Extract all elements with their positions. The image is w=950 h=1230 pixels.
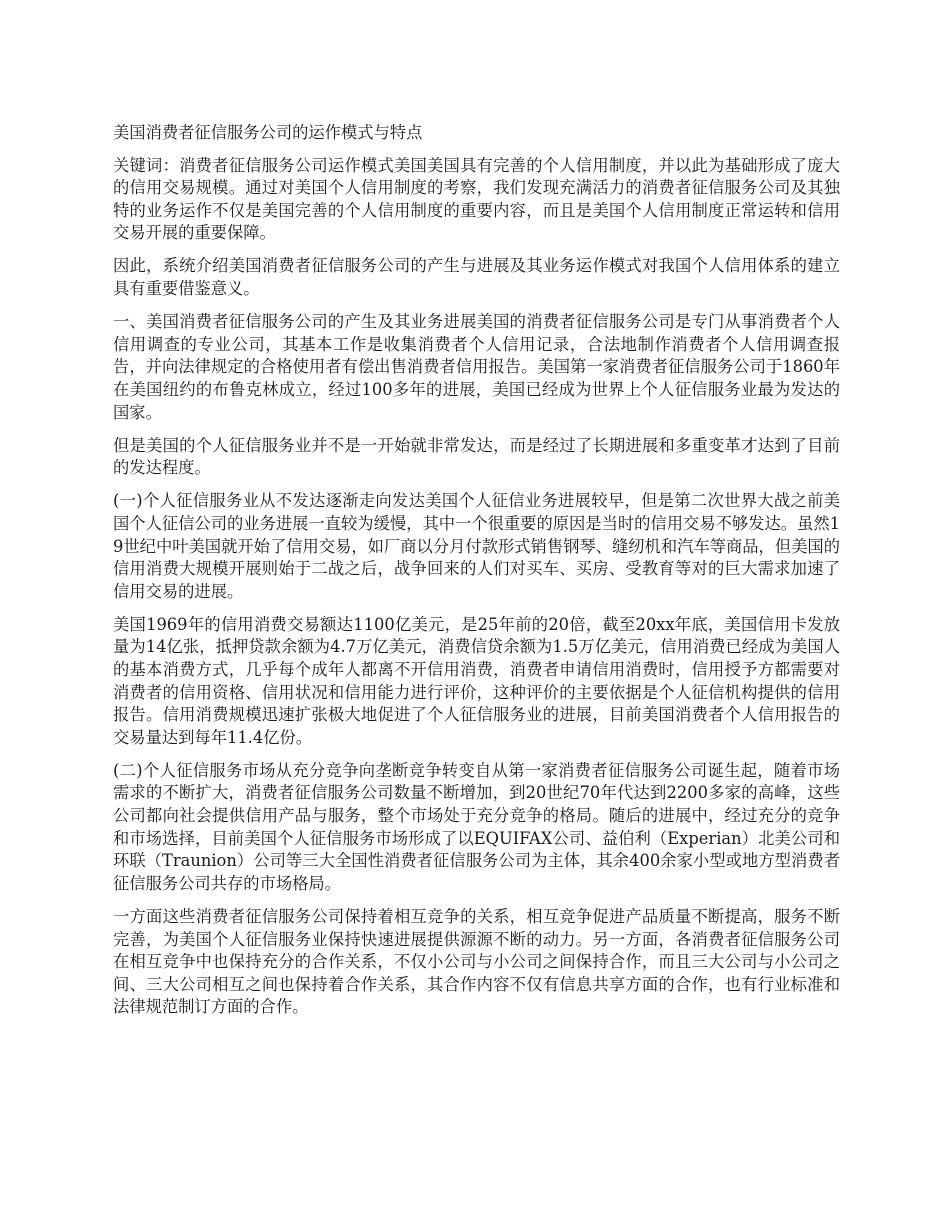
paragraph-significance: 因此，系统介绍美国消费者征信服务公司的产生与进展及其业务运作模式对我国个人信用体系的建立具有重要借鉴意义。 [113, 256, 840, 299]
document-page [113, 122, 840, 1029]
paragraph-development: 但是美国的个人征信服务业并不是一开始就非常发达，而是经过了长期进展和多重变革才达到了目前的发达程度。 [113, 435, 840, 478]
paragraph-subsection-one: (一)个人征信服务业从不发达逐渐走向发达美国个人征信业务进展较早，但是第二次世界大战之前美国个人征信公司的业务进展一直较为缓慢，其中一个很重要的原因是当时的信用交易不够发达。虽然19世纪中叶美国就开始了信用交易，如厂商以分月付款形式销售钢琴、缝纫机和汽车等商品，但美国的信用消费大规模开展则始于二战之后，战争回来的人们对买车、买房、受教育等对的巨大需求加速了信用交易的进展。 [113, 491, 840, 601]
document-title: 美国消费者征信服务公司的运作模式与特点 [113, 123, 423, 142]
paragraph-subsection-two: (二)个人征信服务市场从充分竞争向垄断竞争转变自从第一家消费者征信服务公司诞生起，随着市场需求的不断扩大，消费者征信服务公司数量不断增加，到20世纪70年代达到2200多家的高峰，这些公司都向社会提供信用产品与服务，整个市场处于充分竞争的格局。随后的进展中，经过充分的竞争和市场选择，目前美国个人征信服务市场形成了以EQUIFAX公司、益伯利（Experian）北美公司和环联（Traunion）公司等三大全国性消费者征信服务公司为主体，其余400余家小型或地方型消费者征信服务公司共存的市场格局。 [113, 760, 840, 893]
paragraph-credit-statistics: 美国1969年的信用消费交易额达1100亿美元，是25年前的20倍，截至20xx年底，美国信用卡发放量为14亿张，抵押贷款余额为4.7万亿美元，消费信贷余额为1.5万亿美元，信用消费已经成为美国人的基本消费方式，几乎每个成年人都离不开信用消费，消费者申请信用消费时，信用授予方都需要对消费者的信用资格、信用状况和信用能力进行评价，这种评价的主要依据是个人征信机构提供的信用报告。信用消费规模迅速扩张极大地促进了个人征信服务业的进展，目前美国消费者个人信用报告的交易量达到每年11.4亿份。 [113, 614, 840, 747]
paragraph-keywords: 关键词：消费者征信服务公司运作模式美国美国具有完善的个人信用制度，并以此为基础形成了庞大的信用交易规模。通过对美国个人信用制度的考察，我们发现充满活力的消费者征信服务公司及其独特的业务运作不仅是美国完善的个人信用制度的重要内容，而且是美国个人信用制度正常运转和信用交易开展的重要保障。 [113, 155, 840, 243]
paragraph-section-one: 一、美国消费者征信服务公司的产生及其业务进展美国的消费者征信服务公司是专门从事消费者个人信用调查的专业公司，其基本工作是收集消费者个人信用记录，合法地制作消费者个人信用调查报告，并向法律规定的合格使用者有偿出售消费者信用报告。美国第一家消费者征信服务公司于1860年在美国纽约的布鲁克林成立，经过100多年的进展，美国已经成为世界上个人征信服务业最为发达的国家。 [113, 312, 840, 422]
paragraph-competition-cooperation: 一方面这些消费者征信服务公司保持着相互竞争的关系，相互竞争促进产品质量不断提高，服务不断完善，为美国个人征信服务业保持快速进展提供源源不断的动力。另一方面，各消费者征信服务公司在相互竞争中也保持充分的合作关系，不仅小公司与小公司之间保持合作，而且三大公司与小公司之间、三大公司相互之间也保持着合作关系，其合作内容不仅有信息共享方面的合作，也有行业标准和法律规范制订方面的合作。 [113, 906, 840, 1017]
